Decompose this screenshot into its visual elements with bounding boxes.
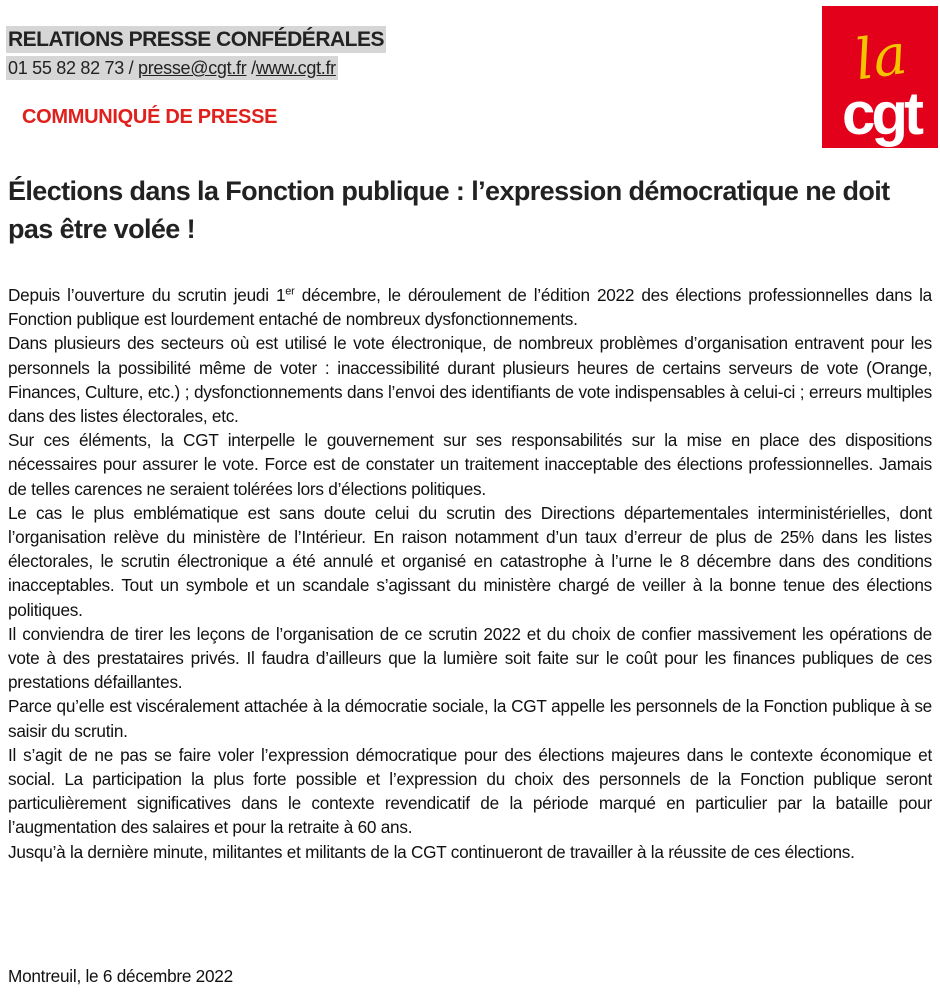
contact-line <box>6 56 338 80</box>
press-release-body <box>8 283 932 864</box>
email-link[interactable]: presse@cgt.fr <box>138 58 247 78</box>
website-link[interactable]: www.cgt.fr <box>255 58 336 78</box>
paragraph: Il s’agit de ne pas se faire voler l’expression démocratique pour des élections majeures dans le contexte économique et social. La participation la plus forte possible et l’expression du choix des personnels de la Fonction publique seront particulièrement significatives dans le contexte revendicatif de la période marqué en particulier par la bataille pour l’augmentation des salaires et pour la retraite à 60 ans. <box>8 744 932 838</box>
page-title: Élections dans la Fonction publique : l’expression démocratique ne doit pas être volée ! <box>8 176 890 244</box>
phone-number: 01 55 82 82 73 <box>8 58 124 78</box>
signature-date: Montreuil, le 6 décembre 2022 <box>8 966 233 986</box>
cgt-logo <box>822 6 938 148</box>
paragraph: Dans plusieurs des secteurs où est utilisé le vote électronique, de nombreux problèmes d’organisation entravent pour les personnels la possibilité même de voter : inaccessibilité durant plusieurs heures de certains serveurs de vote (Orange, Finances, Culture, etc.) ; dysfonctionnements dans l’envoi des identifiants de vote indispensables à celui-ci ; erreurs multiples dans des listes électorales, etc. <box>8 333 932 427</box>
contact-separator: / <box>246 58 256 78</box>
paragraph: Il conviendra de tirer les leçons de l’organisation de ce scrutin 2022 et du choix de confier massivement les opérations de vote à des prestataires privés. Il faudra d’ailleurs que la lumière soit faite sur le coût pour les finances publiques de ces prestations défaillantes. <box>8 623 932 693</box>
press-release-label: COMMUNIQUÉ DE PRESSE <box>22 106 278 128</box>
contact-separator: / <box>123 58 139 78</box>
paragraph: Sur ces éléments, la CGT interpelle le gouvernement sur ses responsabilités sur la mise en place des dispositions nécessaires pour assurer le vote. Force est de constater un traitement inacceptable des élections professionnelles. Jamais de telles carences ne seraient tolérées lors d’élections politiques. <box>8 430 932 499</box>
organization-name: RELATIONS PRESSE CONFÉDÉRALES <box>8 28 384 51</box>
logo-script-text: la <box>850 21 911 94</box>
paragraph: Parce qu’elle est viscéralement attachée à la démocratie sociale, la CGT appelle les personnels de la Fonction publique à se saisir du scrutin. <box>8 696 932 741</box>
paragraph: Jusqu’à la dernière minute, militantes et militants de la CGT continueront de travailler à la réussite de ces élections. <box>8 841 855 862</box>
logo-main-text: cgt <box>842 80 920 147</box>
paragraph: Depuis l’ouverture du scrutin jeudi 1er décembre, le déroulement de l’édition 2022 des élections professionnelles dans la Fonction publique est lourdement entaché de nombreux dysfonctionnements. <box>8 285 932 330</box>
paragraph: Le cas le plus emblématique est sans doute celui du scrutin des Directions départementales interministérielles, dont l’organisation relève du ministère de l’Intérieur. En raison notamment d’un taux d’erreur de plus de 25% dans les listes électorales, le scrutin électronique a été annulé et organisé en catastrophe à l’urne le 8 décembre dans des conditions inacceptables. Tout un symbole et un scandale s’agissant du ministère chargé de veiller à la bonne tenue des élections politiques. <box>8 502 932 620</box>
